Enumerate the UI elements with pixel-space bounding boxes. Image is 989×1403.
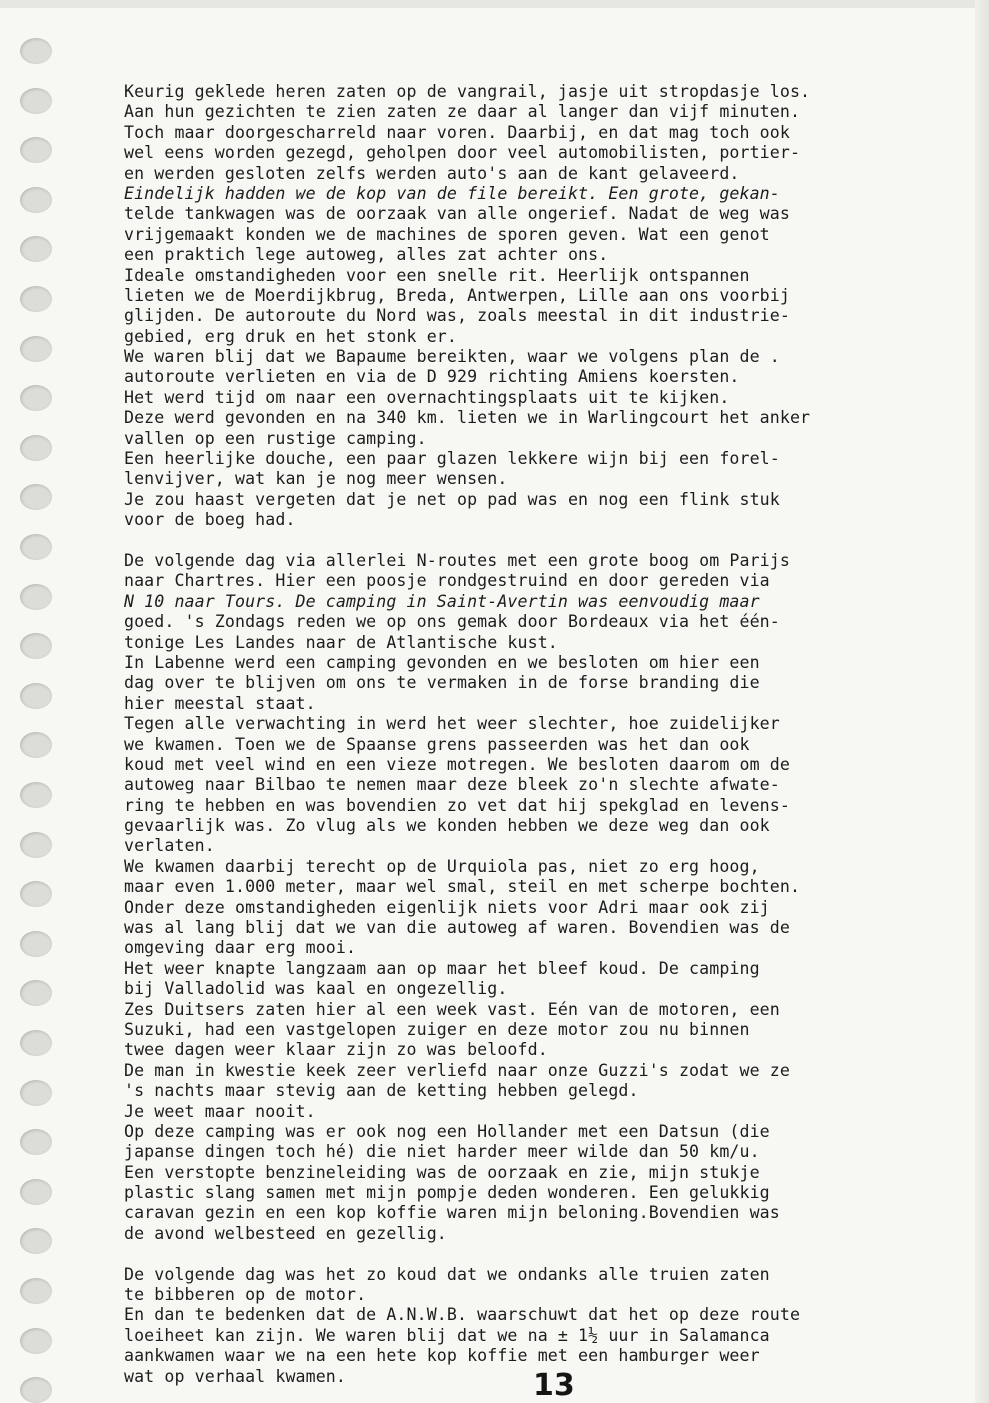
text-line: lenvijver, wat kan je nog meer wensen. — [124, 469, 508, 489]
text-line: Ideale omstandigheden voor een snelle rit. Heerlijk ontspannen — [124, 265, 750, 285]
text-line: We kwamen daarbij terecht op de Urquiola pas, niet zo erg hoog, — [124, 856, 760, 876]
text-line: De volgende dag was het zo koud dat we ondanks alle truien zaten — [124, 1264, 770, 1284]
text-line: vallen op een rustige camping. — [124, 428, 427, 448]
text-line: omgeving daar erg mooi. — [124, 938, 357, 958]
text-line: wel eens worden gezegd, geholpen door veel automobilisten, portier- — [124, 143, 801, 163]
body-text — [124, 82, 954, 1387]
text-line: we kwamen. Toen we de Spaanse grens passeerden was het dan ook — [124, 734, 750, 754]
text-line: De man in kwestie keek zeer verliefd naar onze Guzzi's zodat we ze — [124, 1060, 790, 1080]
text-line: Zes Duitsers zaten hier al een week vast. Eén van de motoren, een — [124, 999, 780, 1019]
binder-hole — [20, 584, 52, 610]
binder-hole — [20, 1129, 52, 1155]
binder-hole — [20, 1030, 52, 1056]
text-line: Je weet maar nooit. — [124, 1101, 316, 1121]
text-line: ring te hebben en was bovendien zo vet dat hij spekglad en levens- — [124, 795, 790, 815]
text-line: Tegen alle verwachting in werd het weer slechter, hoe zuidelijker — [124, 714, 780, 734]
text-line: Een heerlijke douche, een paar glazen lekkere wijn bij een forel- — [124, 449, 780, 469]
paragraph-gap — [124, 1244, 954, 1264]
text-line: twee dagen weer klaar zijn zo was beloofd. — [124, 1040, 548, 1060]
binder-hole — [20, 1080, 52, 1106]
text-line: verlaten. — [124, 836, 215, 856]
text-line: maar even 1.000 meter, maar wel smal, steil en met scherpe bochten. — [124, 877, 801, 897]
text-line: Het werd tijd om naar een overnachtingsplaats uit te kijken. — [124, 387, 730, 407]
binder-hole — [20, 633, 52, 659]
binder-hole — [20, 980, 52, 1006]
binder-hole — [20, 1179, 52, 1205]
text-line: dag over te blijven om ons te vermaken in de forse branding die — [124, 673, 760, 693]
text-line: voor de boeg had. — [124, 510, 296, 530]
binder-hole — [20, 683, 52, 709]
text-line: wat op verhaal kwamen. — [124, 1366, 346, 1386]
text-line: te bibberen op de motor. — [124, 1285, 367, 1305]
text-line: glijden. De autoroute du Nord was, zoals meestal in dit industrie- — [124, 306, 790, 326]
text-line: Onder deze omstandigheden eigenlijk niets voor Adri maar ook zij — [124, 897, 770, 917]
text-line: Op deze camping was er ook nog een Hollander met een Datsun (die — [124, 1121, 770, 1141]
text-line: Eindelijk hadden we de kop van de file bereikt. Een grote, gekan- — [124, 183, 780, 203]
binder-hole — [20, 435, 52, 461]
binder-hole — [20, 484, 52, 510]
text-line: tonige Les Landes naar de Atlantische kust. — [124, 632, 558, 652]
text-line: goed. 's Zondags reden we op ons gemak door Bordeaux via het één- — [124, 612, 780, 632]
page-top-edge — [0, 0, 989, 8]
text-line: Aan hun gezichten te zien zaten ze daar al langer dan vijf minuten. — [124, 102, 801, 122]
page-number: 13 — [533, 1368, 575, 1403]
binder-hole — [20, 137, 52, 163]
binder-holes — [20, 38, 56, 1403]
text-line: Suzuki, had een vastgelopen zuiger en deze motor zou nu binnen — [124, 1019, 750, 1039]
binder-hole — [20, 832, 52, 858]
text-line: japanse dingen toch hé) die niet harder meer wilde dan 50 km/u. — [124, 1142, 760, 1162]
text-line: gevaarlijk was. Zo vlug als we konden hebben we deze weg dan ook — [124, 816, 770, 836]
page-right-edge — [975, 0, 989, 1403]
binder-hole — [20, 88, 52, 114]
binder-hole — [20, 732, 52, 758]
text-line: een praktich lege autoweg, alles zat achter ons. — [124, 245, 609, 265]
text-line: koud met veel wind en een vieze motregen. We besloten daarom om de — [124, 754, 790, 774]
binder-hole — [20, 1328, 52, 1354]
binder-hole — [20, 1278, 52, 1304]
text-line: en werden gesloten zelfs werden auto's aan de kant gelaveerd. — [124, 163, 740, 183]
text-line: naar Chartres. Hier een poosje rondgestruind en door gereden via — [124, 571, 770, 591]
text-line: bij Valladolid was kaal en ongezellig. — [124, 979, 508, 999]
binder-hole — [20, 534, 52, 560]
text-line: Een verstopte benzineleiding was de oorzaak en zie, mijn stukje — [124, 1162, 760, 1182]
text-line: Je zou haast vergeten dat je net op pad was en nog een flink stuk — [124, 489, 780, 509]
text-line: plastic slang samen met mijn pompje deden wonderen. Een gelukkig — [124, 1183, 770, 1203]
text-line: gebied, erg druk en het stonk er. — [124, 326, 457, 346]
text-line: Keurig geklede heren zaten op de vangrail, jasje uit stropdasje los. — [124, 82, 811, 101]
text-line: caravan gezin en een kop koffie waren mijn beloning.Bovendien was — [124, 1203, 780, 1223]
text-line: Deze werd gevonden en na 340 km. lieten we in Warlingcourt het anker — [124, 408, 811, 428]
text-line: autoweg naar Bilbao te nemen maar deze bleek zo'n slechte afwate- — [124, 775, 780, 795]
text-line: was al lang blij dat we van die autoweg af waren. Bovendien was de — [124, 918, 790, 938]
text-line: aankwamen waar we na een hete kop koffie met een hamburger weer — [124, 1346, 760, 1366]
binder-hole — [20, 38, 52, 64]
binder-hole — [20, 931, 52, 957]
binder-hole — [20, 336, 52, 362]
text-line: hier meestal staat. — [124, 693, 316, 713]
text-line: vrijgemaakt konden we de machines de sporen geven. Wat een genot — [124, 224, 770, 244]
text-line: 's nachts maar stevig aan de ketting hebben gelegd. — [124, 1081, 639, 1101]
binder-hole — [20, 286, 52, 312]
text-line: loeiheet kan zijn. We waren blij dat we na ± 1½ uur in Salamanca — [124, 1325, 770, 1345]
text-line: de avond welbesteed en gezellig. — [124, 1223, 447, 1243]
binder-hole — [20, 385, 52, 411]
binder-hole — [20, 782, 52, 808]
binder-hole — [20, 236, 52, 262]
binder-hole — [20, 1377, 52, 1403]
text-line: In Labenne werd een camping gevonden en we besloten om hier een — [124, 652, 760, 672]
paragraph-gap — [124, 531, 954, 551]
text-line: Het weer knapte langzaam aan op maar het bleef koud. De camping — [124, 958, 760, 978]
binder-hole — [20, 1228, 52, 1254]
text-line: We waren blij dat we Bapaume bereikten, waar we volgens plan de . — [124, 347, 780, 367]
binder-hole — [20, 187, 52, 213]
text-line: En dan te bedenken dat de A.N.W.B. waarschuwt dat het op deze route — [124, 1305, 801, 1325]
text-line: telde tankwagen was de oorzaak van alle ongerief. Nadat de weg was — [124, 204, 790, 224]
text-line: autoroute verlieten en via de D 929 richting Amiens koersten. — [124, 367, 740, 387]
text-line: lieten we de Moerdijkbrug, Breda, Antwerpen, Lille aan ons voorbij — [124, 285, 790, 305]
text-line: N 10 naar Tours. De camping in Saint-Avertin was eenvoudig maar — [124, 591, 760, 611]
text-line: De volgende dag via allerlei N-routes met een grote boog om Parijs — [124, 550, 790, 570]
binder-hole — [20, 881, 52, 907]
text-line: Toch maar doorgescharreld naar voren. Daarbij, en dat mag toch ook — [124, 122, 790, 142]
